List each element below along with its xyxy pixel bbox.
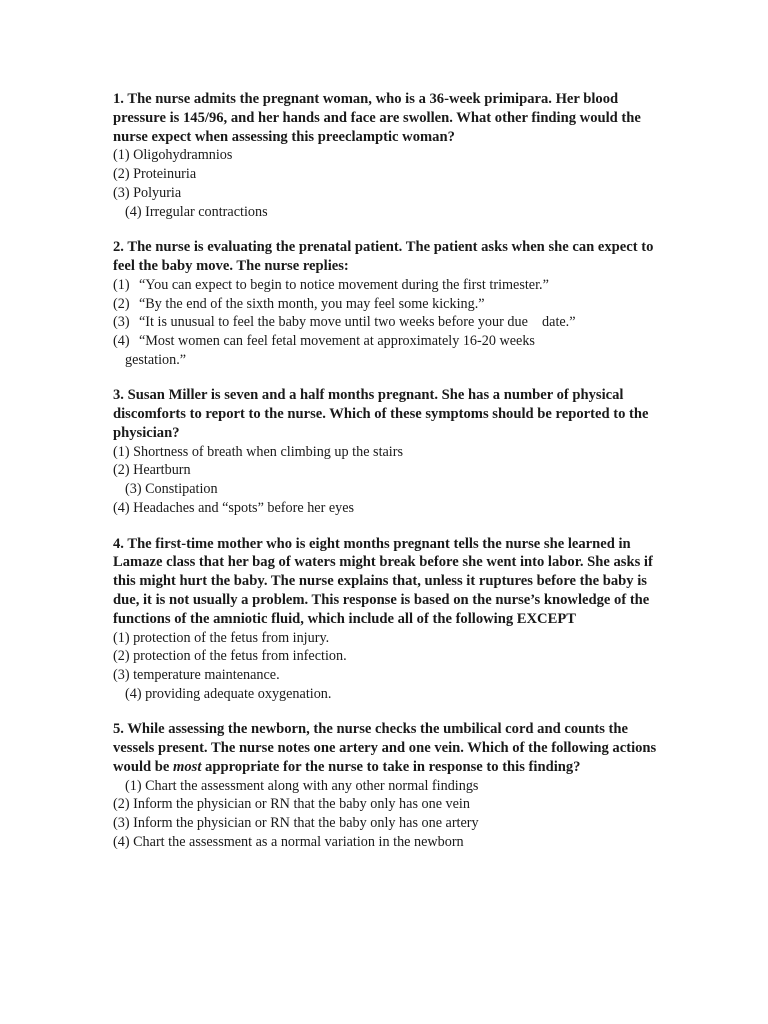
answer-options	[113, 443, 658, 518]
option-text: “It is unusual to feel the baby move until two weeks before your due date.”	[139, 314, 576, 331]
answer-option: (1) Shortness of breath when climbing up the stairs	[113, 443, 403, 460]
question-3	[113, 386, 658, 517]
option-number: (2)	[113, 295, 130, 312]
answer-option: (4) Chart the assessment as a normal variation in the newborn	[113, 833, 464, 850]
answer-option: (1) Chart the assessment along with any other normal findings	[125, 777, 479, 794]
question-stem	[113, 720, 658, 776]
option-number: (3)	[113, 314, 130, 331]
question-stem: 1. The nurse admits the pregnant woman, who is a 36-week primipara. Her blood pressure is 145/96, and her hands and face are swollen. What other finding would the nurse expect when assessing this preeclamptic woman?	[113, 91, 641, 145]
answer-options	[113, 146, 658, 221]
option-number: (4)	[113, 332, 130, 349]
answer-options	[113, 629, 658, 704]
document-page	[113, 90, 658, 869]
question-1	[113, 90, 658, 221]
question-stem: 3. Susan Miller is seven and a half months pregnant. She has a number of physical discomforts to report to the nurse. Which of these symptoms should be reported to the physician?	[113, 387, 649, 441]
answer-option: (2) Heartburn	[113, 462, 191, 479]
answer-option	[113, 276, 658, 295]
question-2	[113, 238, 658, 369]
stem-emphasis: most	[173, 758, 202, 775]
option-text-continued: gestation.”	[125, 351, 187, 368]
answer-option	[113, 295, 658, 314]
answer-option: (3) temperature maintenance.	[113, 666, 280, 683]
question-stem: 4. The first-time mother who is eight months pregnant tells the nurse she learned in Lamaze class that her bag of waters might break before she went into labor. She asks if this might hurt the baby. The nurse explains that, unless it ruptures before the baby is due, it is not usually a problem. This response is based on the nurse’s knowledge of the functions of the amniotic fluid, which include all of the following EXCEPT	[113, 535, 653, 627]
answer-option: (1) Oligohydramnios	[113, 147, 233, 164]
answer-options	[113, 777, 658, 852]
option-text: “By the end of the sixth month, you may feel some kicking.”	[139, 295, 485, 312]
stem-text: 5. While assessing the newborn, the nurse checks the umbilical cord and counts the vessels present. The nurse notes one artery and one vein. Which of the following actions would be	[113, 721, 657, 775]
option-text: “You can expect to begin to notice movement during the first trimester.”	[139, 276, 549, 293]
answer-option: (2) Proteinuria	[113, 166, 197, 183]
answer-option: (4) Headaches and “spots” before her eyes	[113, 499, 355, 516]
answer-option	[113, 313, 658, 332]
answer-option: (4) providing adequate oxygenation.	[125, 685, 332, 702]
answer-option: (2) protection of the fetus from infection.	[113, 648, 347, 665]
stem-text: appropriate for the nurse to take in response to this finding?	[201, 758, 581, 775]
answer-options	[113, 276, 658, 370]
question-stem: 2. The nurse is evaluating the prenatal patient. The patient asks when she can expect to feel the baby move. The nurse replies:	[113, 239, 654, 274]
option-text: “Most women can feel fetal movement at approximately 16-20 weeks	[139, 332, 535, 349]
option-number: (1)	[113, 276, 130, 293]
answer-option: (1) protection of the fetus from injury.	[113, 629, 330, 646]
answer-option: (4) Irregular contractions	[125, 203, 268, 220]
answer-option: (3) Inform the physician or RN that the baby only has one artery	[113, 815, 479, 832]
answer-option	[113, 332, 658, 369]
question-5	[113, 720, 658, 851]
answer-option: (2) Inform the physician or RN that the baby only has one vein	[113, 796, 470, 813]
question-4	[113, 535, 658, 704]
answer-option: (3) Constipation	[125, 481, 218, 498]
answer-option: (3) Polyuria	[113, 184, 182, 201]
